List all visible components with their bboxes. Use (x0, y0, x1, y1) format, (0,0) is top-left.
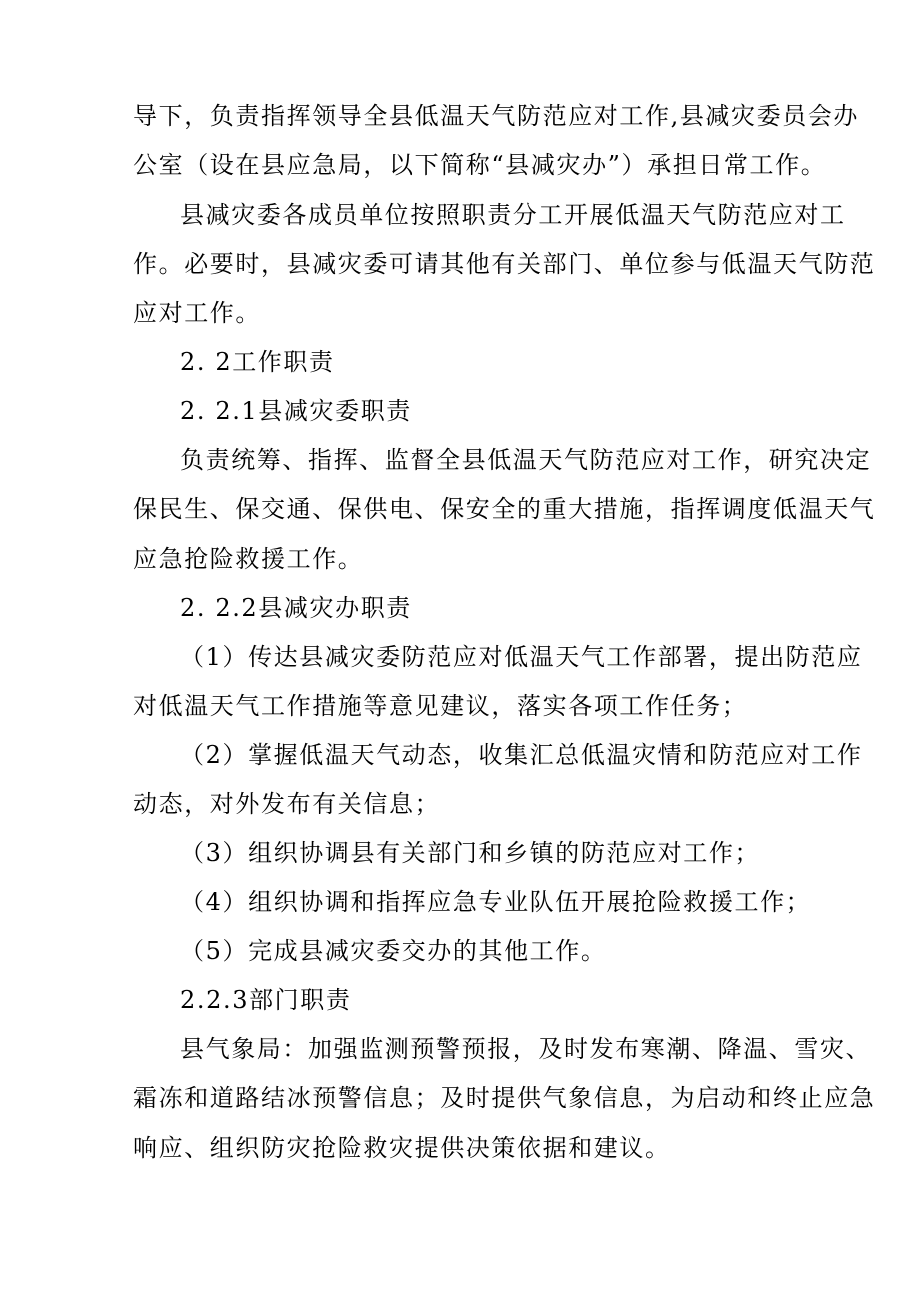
body-line: 公室（设在县应急局，以下简称“县减灾办”）承担日常工作。 (133, 151, 827, 179)
list-item: （5）完成县减灾委交办的其他工作。 (180, 937, 607, 965)
section-heading: 2. 2工作职责 (180, 348, 335, 376)
body-line: 霜冻和道路结冰预警信息；及时提供气象信息，为启动和终止应急 (133, 1084, 876, 1112)
subsection-heading: 2. 2.2县减灾办职责 (180, 594, 412, 622)
list-item: （1）传达县减灾委防范应对低温天气工作部署，提出防范应 (180, 643, 863, 671)
subsection-heading: 2. 2.1县减灾委职责 (180, 397, 412, 425)
body-line: 导下，负责指挥领导全县低温天气防范应对工作,县减灾委员会办 (133, 102, 860, 130)
body-line: 应急抢险救援工作。 (133, 545, 364, 573)
list-item: （4）组织协调和指挥应急专业队伍开展抢险救援工作； (180, 888, 812, 916)
body-line: 保民生、保交通、保供电、保安全的重大措施，指挥调度低温天气 (133, 495, 876, 523)
list-item: （3）组织协调县有关部门和乡镇的防范应对工作； (180, 839, 761, 867)
body-line: 响应、组织防灾抢险救灾提供决策依据和建议。 (133, 1134, 671, 1162)
body-line: 动态，对外发布有关信息； (133, 790, 441, 818)
subsection-heading: 2.2.3部门职责 (180, 986, 352, 1014)
body-line: 应对工作。 (133, 299, 261, 327)
paragraph-line: 县减灾委各成员单位按照职责分工开展低温天气防范应对工 (180, 201, 846, 229)
paragraph-line: 负责统筹、指挥、监督全县低温天气防范应对工作，研究决定 (180, 446, 872, 474)
body-line: 作。必要时，县减灾委可请其他有关部门、单位参与低温天气防范 (133, 250, 876, 278)
list-item: （2）掌握低温天气动态，收集汇总低温灾情和防范应对工作 (180, 741, 863, 769)
paragraph-line: 县气象局：加强监测预警预报，及时发布寒潮、降温、雪灾、 (180, 1035, 872, 1063)
body-line: 对低温天气工作措施等意见建议，落实各项工作任务； (133, 692, 748, 720)
